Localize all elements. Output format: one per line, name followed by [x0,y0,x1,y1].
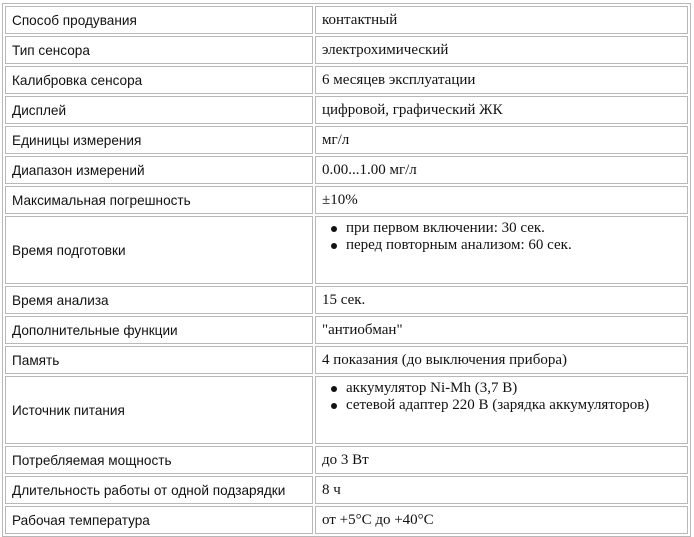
spec-value-list [322,380,681,414]
spec-label: Единицы измерения [5,126,313,154]
spec-row-display [5,96,688,124]
spec-value: контактный [315,6,688,34]
spec-label: Способ продувания [5,6,313,34]
spec-row-measurement-range [5,156,688,184]
spec-value: электрохимический [315,36,688,64]
spec-label: Дополнительные функции [5,316,313,344]
list-item: аккумулятор Ni-Mh (3,7 В) [346,380,681,397]
spec-row-blowing-method [5,6,688,34]
spec-label: Тип сенсора [5,36,313,64]
spec-value: ±10% [315,186,688,214]
spec-value: 15 сек. [315,286,688,314]
spec-row-max-error [5,186,688,214]
spec-value: 6 месяцев эксплуатации [315,66,688,94]
spec-row-sensor-calibration [5,66,688,94]
spec-label: Память [5,346,313,374]
spec-row-operating-temperature [5,506,688,534]
spec-label: Дисплей [5,96,313,124]
spec-value: мг/л [315,126,688,154]
spec-label: Длительность работы от одной подзарядки [5,476,313,504]
spec-label: Время анализа [5,286,313,314]
spec-row-power-consumption [5,446,688,474]
spec-value: 8 ч [315,476,688,504]
spec-label: Калибровка сенсора [5,66,313,94]
spec-label: Потребляемая мощность [5,446,313,474]
spec-row-sensor-type [5,36,688,64]
spec-row-memory [5,346,688,374]
spec-value-list [322,220,681,254]
spec-value: 4 показания (до выключения прибора) [315,346,688,374]
spec-row-units [5,126,688,154]
spec-label: Время подготовки [5,216,313,284]
spec-row-analysis-time [5,286,688,314]
spec-label: Источник питания [5,376,313,444]
spec-row-warmup-time [5,216,688,284]
list-item: сетевой адаптер 220 В (зарядка аккумуляторов) [346,397,681,414]
spec-label: Максимальная погрешность [5,186,313,214]
spec-value: "антиобман" [315,316,688,344]
spec-value: цифровой, графический ЖК [315,96,688,124]
list-item: перед повторным анализом: 60 сек. [346,237,681,254]
spec-row-power-source [5,376,688,444]
spec-value: 0.00...1.00 мг/л [315,156,688,184]
spec-label: Диапазон измерений [5,156,313,184]
spec-value [315,376,688,444]
spec-label: Рабочая температура [5,506,313,534]
specifications-table [2,3,691,537]
spec-value [315,216,688,284]
spec-value: от +5°C до +40°C [315,506,688,534]
spec-row-extra-functions [5,316,688,344]
spec-row-battery-life [5,476,688,504]
list-item: при первом включении: 30 сек. [346,220,681,237]
spec-value: до 3 Вт [315,446,688,474]
